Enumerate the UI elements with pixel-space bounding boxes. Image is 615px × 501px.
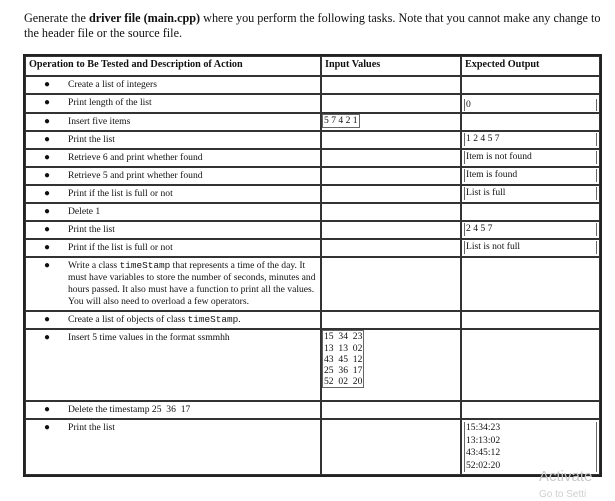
- action-text: Print length of the list: [68, 97, 152, 108]
- action-text: Insert five items: [68, 116, 131, 128]
- table-row: [25, 419, 600, 475]
- table-row: [25, 257, 600, 311]
- action-text: Print the list: [68, 134, 115, 146]
- action-code: timeStamp: [187, 314, 239, 326]
- action-text: Print the list: [68, 422, 115, 434]
- expected-output: 1 2 4 5 7: [464, 133, 597, 145]
- expected-output: 15:34:23 13:13:02 43:45:12 52:02:20: [464, 422, 597, 472]
- bullet-icon: ●: [43, 188, 51, 200]
- action-text: Print if the list is full or not: [68, 242, 173, 254]
- action-text-post: .: [238, 314, 241, 326]
- header-operation: Operation to Be Tested and Description of Action: [25, 56, 321, 76]
- table-row: [25, 221, 600, 239]
- action-text-pre: Create a list of objects of class: [68, 314, 188, 326]
- intro-prefix: Generate the: [24, 11, 89, 25]
- action-text-post: that represents a time of the day. It must have variables to store the number of seconds, minutes and hours passed. It also must have a function to print all the values. You will also need to overload a few operators.: [68, 260, 316, 308]
- table-row: [25, 203, 600, 221]
- header-input: Input Values: [321, 56, 461, 76]
- expected-output: Item is not found: [464, 151, 597, 163]
- table-row: [25, 149, 600, 167]
- expected-output: Item is found: [464, 169, 597, 181]
- bullet-icon: ●: [43, 314, 51, 326]
- table-row: [25, 185, 600, 203]
- activation-watermark: Activate: [539, 468, 593, 485]
- action-text: Retrieve 5 and print whether found: [68, 170, 203, 182]
- action-text: Insert 5 time values in the format ssmmhh: [68, 332, 230, 344]
- bullet-icon: ●: [43, 422, 51, 434]
- bullet-icon: ●: [43, 152, 51, 164]
- action-text: Create a list of integers: [68, 79, 157, 90]
- action-text: Retrieve 6 and print whether found: [68, 152, 203, 164]
- bullet-icon: ●: [43, 206, 51, 218]
- input-values: 5 7 4 2 1: [324, 115, 358, 127]
- action-text: Print if the list is full or not: [68, 188, 173, 200]
- bullet-icon: ●: [43, 134, 51, 146]
- table-row: [25, 131, 600, 149]
- bullet-icon: ●: [43, 97, 51, 108]
- expected-output: 2 4 5 7: [464, 223, 597, 235]
- bullet-icon: ●: [43, 332, 51, 344]
- expected-output: List is not full: [464, 241, 597, 253]
- bullet-icon: ●: [43, 404, 51, 416]
- action-code: timeStamp: [119, 260, 171, 272]
- intro-suffix: where you perform the following tasks. Note that you cannot make any change to the header file or the source file.: [24, 11, 601, 40]
- action-text: [68, 314, 318, 326]
- expected-output: List is full: [464, 187, 597, 199]
- action-text: Delete 1: [68, 206, 101, 218]
- table-row: [25, 239, 600, 257]
- intro-bold: driver file (main.cpp): [88, 11, 201, 25]
- table-row: [25, 401, 600, 419]
- bullet-icon: ●: [43, 116, 51, 128]
- table-row: [25, 113, 600, 131]
- activation-watermark-subtitle: Go to Setti: [539, 489, 587, 500]
- input-values: 15 34 23 13 13 02 43 45 12 25 36 17 52 02 20: [324, 331, 363, 388]
- table-row: [25, 76, 600, 94]
- bullet-icon: ●: [43, 224, 51, 236]
- instructions-paragraph: [24, 11, 604, 41]
- action-text: [68, 260, 318, 308]
- bullet-icon: ●: [43, 79, 51, 90]
- bullet-icon: ●: [43, 242, 51, 254]
- table-row: [25, 167, 600, 185]
- table-row: [25, 94, 600, 113]
- table-header-row: [25, 56, 600, 76]
- operations-table: [23, 54, 602, 477]
- action-text-pre: Write a class: [68, 260, 120, 272]
- expected-output: 0: [464, 99, 597, 111]
- header-output: Expected Output: [461, 56, 600, 76]
- action-text: Delete the timestamp 25 36 17: [68, 404, 191, 416]
- bullet-icon: ●: [43, 170, 51, 182]
- table-row: [25, 329, 600, 401]
- action-text: Print the list: [68, 224, 115, 236]
- bullet-icon: ●: [43, 260, 51, 272]
- table-row: [25, 311, 600, 329]
